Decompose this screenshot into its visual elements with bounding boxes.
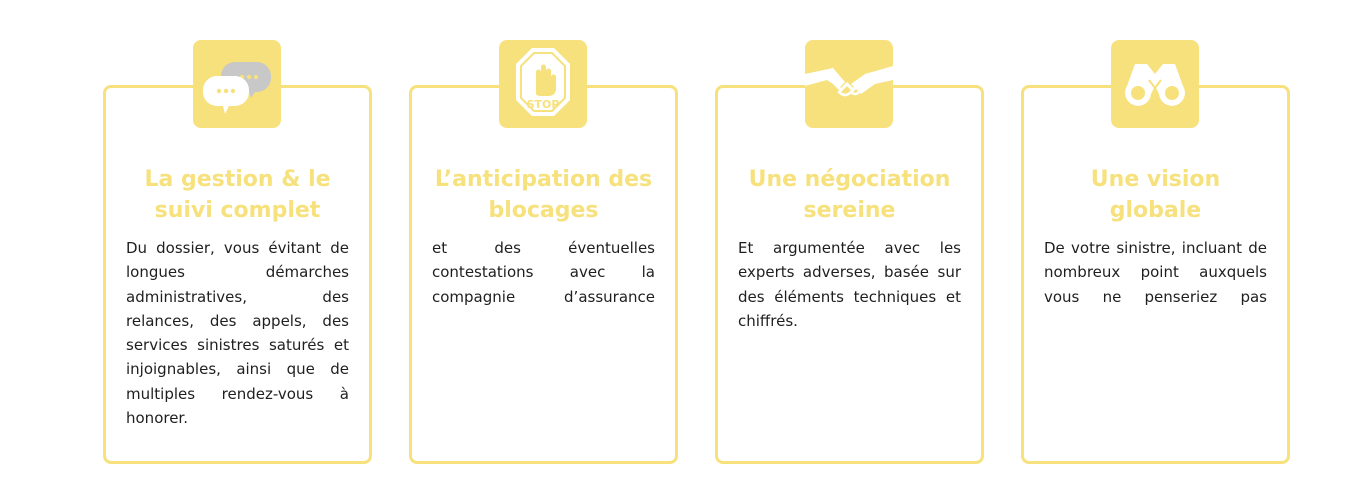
card-title: La gestion & le suivi complet	[144, 167, 331, 223]
feature-card-gestion	[103, 85, 372, 464]
card-text: et des éventuelles contestations avec la compagnie d’assurance	[432, 239, 655, 306]
stop-sign-icon	[499, 40, 587, 128]
stop-label: STOP	[526, 98, 560, 111]
card-text: Du dossier, vous évitant de longues démarches administratives, des relances, des appels, des services sinistres saturés et injoignables, ainsi que de multiples rendez-vous à honorer.	[126, 239, 349, 428]
card-title: L’anticipation des blocages	[434, 167, 653, 223]
feature-card-anticipation	[409, 85, 678, 464]
chat-bubbles-icon	[193, 40, 281, 128]
feature-card-negociation	[715, 85, 984, 464]
card-title: Une négociation sereine	[748, 167, 951, 223]
handshake-icon	[805, 40, 893, 128]
binoculars-icon	[1111, 40, 1199, 128]
card-text: De votre sinistre, incluant de nombreux point auxquels vous ne penseriez pas	[1044, 239, 1267, 306]
feature-card-vision	[1021, 85, 1290, 464]
card-title: Une vision globale	[1090, 167, 1221, 223]
card-text: Et argumentée avec les experts adverses, basée sur des éléments techniques et chiffrés.	[738, 239, 961, 330]
